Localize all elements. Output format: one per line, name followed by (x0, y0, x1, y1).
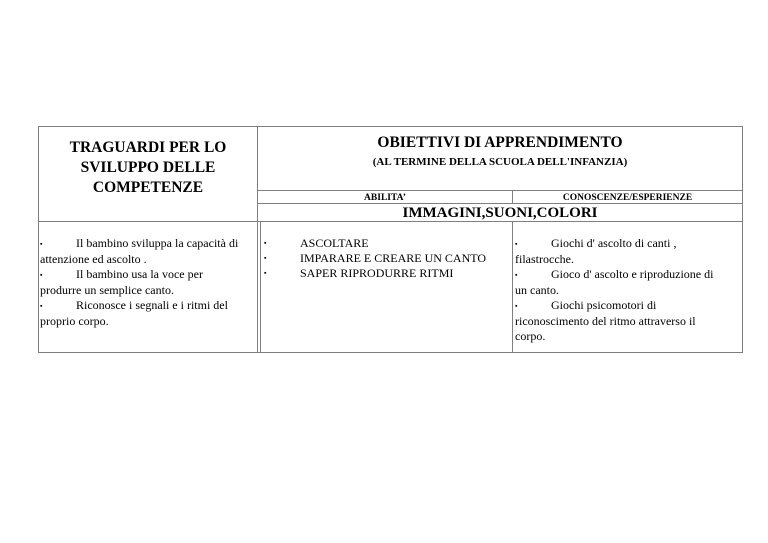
obiettivi-heading: OBIETTIVI DI APPRENDIMENTO (377, 134, 623, 151)
list-item-text: riconoscimento del ritmo attraverso il (515, 314, 696, 328)
bullet-icon: ▪ (40, 302, 43, 310)
list-item-text: attenzione ed ascolto . (40, 252, 147, 266)
traguardi-heading-line: COMPETENZE (92, 179, 204, 196)
list-item-text: Riconosce i segnali e i ritmi del (76, 298, 228, 312)
bullet-icon: ▪ (515, 302, 518, 310)
bullet-icon: ▪ (40, 240, 43, 248)
list-item (40, 298, 254, 329)
list-item (515, 267, 741, 298)
list-item (262, 251, 510, 266)
list-item-text: Giochi psicomotori di (551, 298, 657, 312)
obiettivi-subheading: (AL TERMINE DELLA SCUOLA DELL'INFANZIA) (372, 156, 628, 168)
bullet-icon: ▪ (515, 271, 518, 279)
bullet-icon: ▪ (515, 240, 518, 248)
list-item-text: filastrocche. (515, 252, 574, 266)
list-item-text: produrre un semplice canto. (40, 283, 174, 297)
bullet-icon: ▪ (264, 239, 267, 247)
list-item-text: Il bambino usa la voce per (76, 267, 203, 281)
list-item (262, 266, 510, 281)
table-divider-left-body (260, 222, 261, 353)
bullet-icon: ▪ (264, 269, 267, 277)
list-item-text: proprio corpo. (40, 314, 109, 328)
list-item-text: Gioco d' ascolto e riproduzione di (551, 267, 714, 281)
abilita-list (262, 236, 510, 281)
list-item-text: IMPARARE E CREARE UN CANTO (300, 251, 487, 265)
table-divider-right-body (512, 221, 513, 353)
list-item-text: SAPER RIPRODURRE RITMI (300, 266, 454, 280)
traguardi-heading-line: SVILUPPO DELLE (80, 159, 216, 176)
list-item-text: un canto. (515, 283, 559, 297)
conoscenze-list (515, 236, 741, 344)
bullet-icon: ▪ (40, 271, 43, 279)
list-item-text: Il bambino sviluppa la capacità di (76, 236, 239, 250)
list-item (515, 298, 741, 344)
bullet-icon: ▪ (264, 254, 267, 262)
list-item (515, 236, 741, 267)
conoscenze-label: CONOSCENZE/ESPERIENZE (562, 193, 693, 203)
traguardi-heading (40, 138, 256, 198)
abilita-label: ABILITA’ (364, 193, 406, 203)
section-title: IMMAGINI,SUONI,COLORI (402, 205, 598, 221)
traguardi-list (40, 236, 254, 329)
list-item-text: corpo. (515, 329, 546, 343)
list-item-text: Giochi d' ascolto di canti , (551, 236, 677, 250)
table-line-abilita-top (257, 190, 743, 191)
traguardi-heading-line: TRAGUARDI PER LO (69, 139, 227, 156)
list-item-text: ASCOLTARE (300, 236, 369, 250)
list-item (262, 236, 510, 251)
list-item (40, 236, 254, 267)
list-item (40, 267, 254, 298)
